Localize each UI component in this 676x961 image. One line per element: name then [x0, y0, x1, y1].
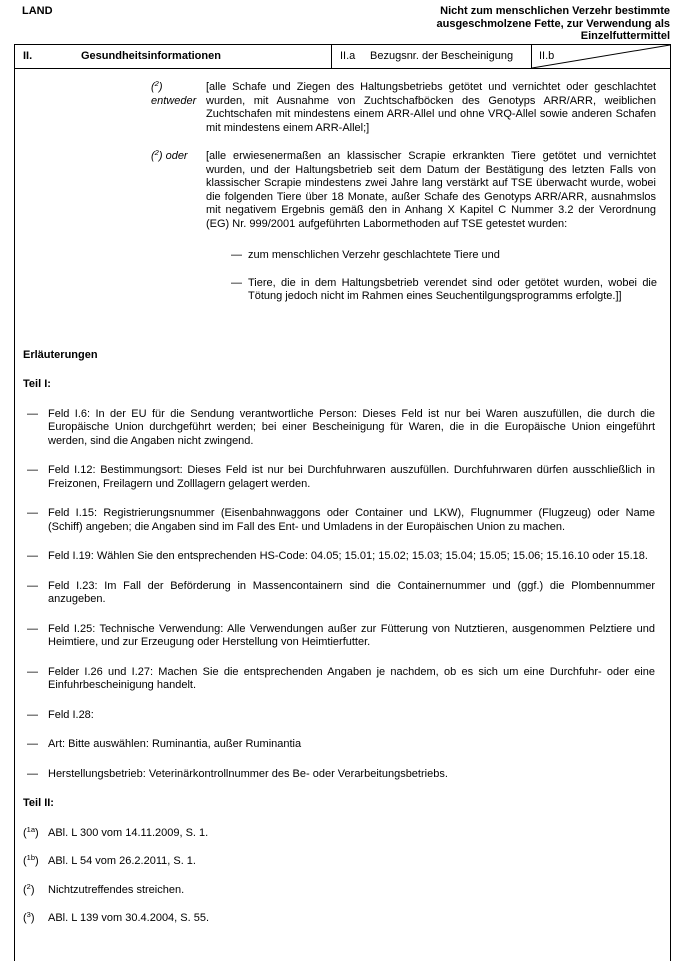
footnote-text: ABl. L 139 vom 30.4.2004, S. 55.: [48, 912, 210, 924]
reference-label: Bezugsnr. der Bescheinigung: [370, 50, 514, 62]
footnote-text: ABl. L 300 vom 14.11.2009, S. 1.: [48, 826, 209, 839]
attestation-sub-text: zum menschlichen Verzehr geschlachtete Tiere und: [248, 249, 500, 261]
footnote-text: ABl. L 54 vom 26.2.2011, S. 1.: [48, 855, 196, 867]
explanation-text: Art: Bitte auswählen: Ruminantia, außer Ruminantia: [48, 738, 302, 750]
attestation-sub-text: Tiere, die in dem Haltungsbetrieb verendet sind oder getötet wurden, wobei die Tötung jedoch nicht im Rahmen eines Seuchentilgungsprogramms erfolgte.]]: [248, 276, 657, 302]
iib-label: II.b: [539, 50, 555, 62]
explanation-item: [27, 408, 655, 449]
dash-bullet: —: [231, 276, 242, 289]
attestation-text: [alle erwiesenermaßen an klassischer Scrapie erkrankten Tiere getötet und vernichtet wurden, und der Haltungsbetrieb seit dem Datum der Bestätigung des letzten Falls von klassischer Scrapie mindestens zwei Jahre lang verstärkt auf TSE überwacht wurde, wobei die folgenden Tiere über 18 Monate, außer Schafe des Genotyps ARR/ARR, ausnahmslos mit negativem Ergebnis gemäß den in Anhang X Kapitel C Nummer 3.2 der Verordnung (EG) Nr. 999/2001 aufgeführten Labormethoden auf TSE getestet wurden:: [206, 150, 656, 230]
footnote-text: Nichtzutreffendes streichen.: [48, 883, 185, 896]
explanation-text: Feld I.25: Technische Verwendung: Alle Verwendungen außer zur Fütterung von Nutztieren, ausgenommen Pelztiere und Heimtiere, und zur Erzeugung oder Herstellung von Heimtierfutter.: [48, 622, 655, 648]
dash-bullet: —: [27, 579, 38, 592]
document-title-line: Einzelfuttermittel: [580, 30, 670, 42]
footnote-marker: ($^{1b}$): [23, 853, 39, 867]
attestation-row-entweder: [151, 81, 670, 135]
explanation-item: [27, 709, 655, 723]
diagonal-strike-line: [532, 45, 670, 68]
explanation-item: [27, 464, 655, 491]
footnote-row: [23, 912, 670, 926]
dash-bullet: —: [27, 708, 38, 721]
explanation-item: [27, 623, 655, 650]
part2-heading: Teil II:: [23, 797, 54, 809]
dash-bullet: —: [27, 550, 38, 562]
footnote-row: [23, 855, 670, 869]
attestation-sub-item: [231, 277, 657, 304]
dash-bullet: —: [27, 407, 38, 420]
section-title: Gesundheitsinformationen: [81, 50, 221, 62]
dash-bullet: —: [27, 507, 38, 519]
certificate-body: [14, 69, 671, 961]
explanation-text: Feld I.19: Wählen Sie den entsprechenden HS-Code: 04.05; 15.01; 15.02; 15.03; 15.04; 15.05; 15.06; 15.16.10 oder 15.18.: [48, 550, 648, 562]
dash-bullet: —: [27, 738, 38, 750]
footnote-row: [23, 881, 670, 898]
dash-bullet: —: [27, 622, 38, 635]
explanation-text: Felder I.26 und I.27: Machen Sie die entsprechenden Angaben je nachdem, ob es sich um eine Durchfuhr- oder eine Einfuhrbescheinigung handelt.: [48, 665, 655, 691]
document-title: [436, 5, 670, 43]
part1-heading: Teil I:: [23, 378, 51, 390]
dash-bullet: —: [231, 249, 242, 261]
attestation-sub-item: [231, 249, 657, 263]
explanation-text: Feld I.28:: [48, 708, 94, 721]
footnote-row: [23, 824, 670, 841]
dash-bullet: —: [27, 464, 38, 476]
iib-cell: [531, 45, 670, 68]
explanation-item: [27, 580, 655, 607]
attestation-label: ($^2$) oder: [151, 148, 188, 162]
page-header: [0, 0, 676, 44]
reference-number: II.a: [340, 50, 356, 62]
footnote-marker: ($^{1a}$): [23, 824, 39, 839]
table-header-row: [14, 44, 671, 69]
explanation-text: Feld I.15: Registrierungsnummer (Eisenbahnwaggons oder Container und LKW), Flugnummer (Flugzeug) oder Name (Schiff) angeben; die Angaben sind im Fall des Ent- und Umladens in der Europäischen Union zu machen.: [48, 507, 655, 533]
explanation-text: Feld I.6: In der EU für die Sendung verantwortliche Person: Dieses Feld ist nur bei Waren auszufüllen, die durch die Europäische Union durchgeführt werden; bei einer Bescheinigung für Waren, die in die Europäische Union eingeführt werden, sind die Angaben nicht zwingend.: [48, 407, 655, 447]
dash-bullet: —: [27, 767, 38, 780]
explanation-item: [27, 550, 655, 564]
explanation-item: [27, 768, 655, 782]
dash-bullet: —: [27, 665, 38, 678]
section-cell: [15, 45, 331, 68]
explanation-item: [27, 507, 655, 534]
document-title-line: ausgeschmolzene Fette, zur Verwendung als: [436, 17, 670, 30]
footnote-marker: ($^3$): [23, 910, 35, 924]
attestation-label: ($^2$) entweder: [151, 79, 197, 107]
attestation-text: [alle Schafe und Ziegen des Haltungsbetriebs getötet und vernichtet oder geschlachtet wurden, mit Ausnahme von Zuchtschafböcken des Genotyps ARR/ARR, weiblichen Zuchtschafen mit mindestens einem ARR-Allel und ohne VRQ-Allel sowie anderen Schafen mit mindestens einem ARR-Allel;]: [206, 81, 656, 134]
explanation-text: Feld I.12: Bestimmungsort: Dieses Feld ist nur bei Durchfuhrwaren auszufüllen. Durchfuhrwaren dürfen ausschließlich in Freizonen, Freilagern und Zolllagern gelagert werden.: [48, 464, 655, 490]
explanation-text: Herstellungsbetrieb: Veterinärkontrollnummer des Be- oder Verarbeitungsbetriebs.: [48, 767, 448, 780]
explanation-text: Feld I.23: Im Fall der Beförderung in Massencontainern sind die Containernummer und (ggf.) die Plombennummer anzugeben.: [48, 579, 655, 605]
section-number: II.: [23, 50, 33, 62]
document-title-line: Nicht zum menschlichen Verzehr bestimmte: [440, 5, 670, 17]
explanation-item: [27, 738, 655, 752]
country-label: LAND: [22, 5, 53, 17]
reference-cell: [331, 45, 531, 68]
attestation-row-oder: [151, 150, 670, 231]
certificate-table: [14, 44, 671, 961]
footnote-marker: ($^2$): [23, 881, 35, 896]
explanations-heading: Erläuterungen: [23, 348, 98, 361]
explanation-item: [27, 666, 655, 693]
